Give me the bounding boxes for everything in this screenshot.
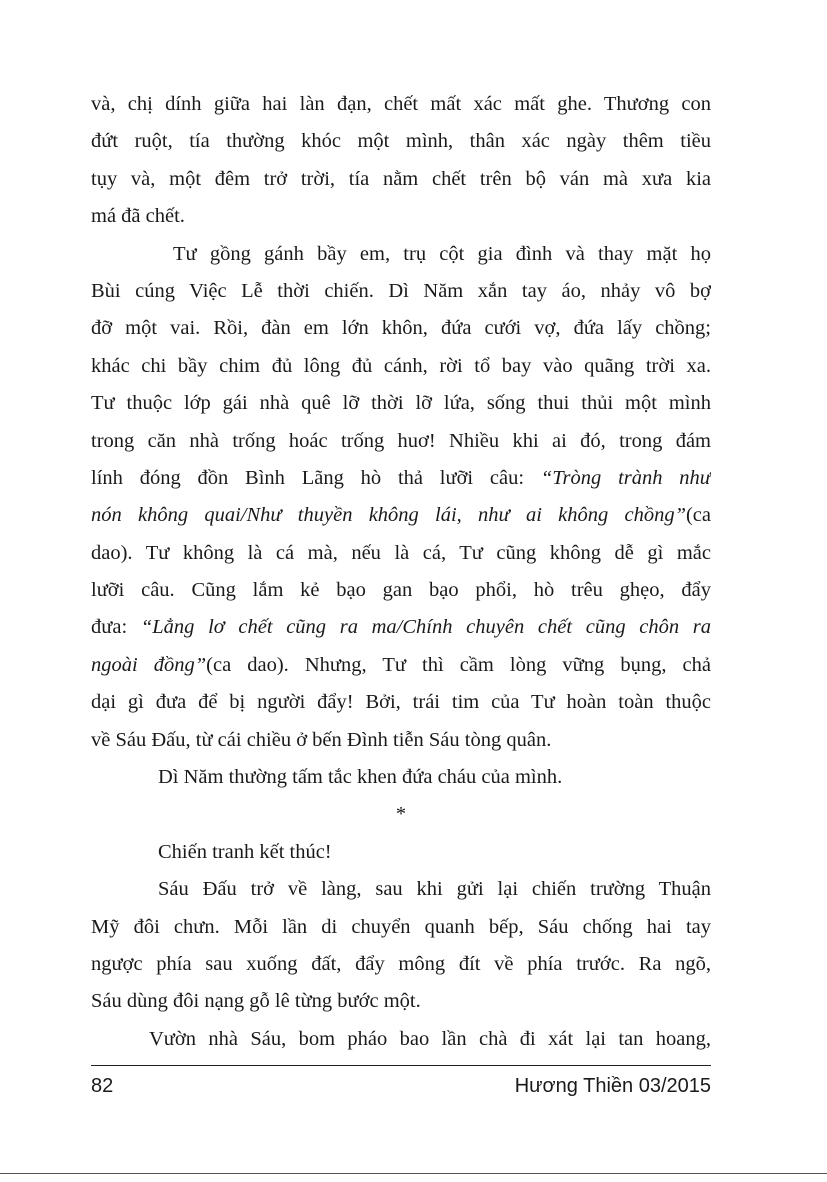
- text-line: Mỹ đôi chưn. Mỗi lần di chuyển quanh bếp, Sáu chống hai tay: [91, 915, 711, 938]
- text-line: má đã chết.: [91, 205, 185, 228]
- text-line: dao). Tư không là cá mà, nếu là cá, Tư cũng không dễ gì mắc: [91, 541, 711, 564]
- text-line: đỡ một vai. Rồi, đàn em lớn khôn, đứa cưới vợ, đứa lấy chồng;: [91, 317, 711, 340]
- section-separator: *: [395, 803, 407, 826]
- publication-issue: Hương Thiền 03/2015: [514, 1075, 711, 1097]
- text-line-with-quote: [91, 497, 711, 534]
- text-line-with-quote: [91, 609, 711, 646]
- text-line: Chiến tranh kết thúc!: [158, 840, 332, 863]
- text-line-with-quote: [91, 647, 711, 684]
- text-line: lưỡi câu. Cũng lắm kẻ bạo gan bạo phổi, hò trêu ghẹo, đẩy: [91, 579, 711, 602]
- text-segment: (ca dao). Nhưng, Tư thì cầm lòng vững bụng, chả: [206, 653, 711, 676]
- page-footer: [91, 1071, 711, 1101]
- body-text: [91, 86, 711, 1058]
- text-line-with-quote: [91, 460, 711, 497]
- folk-verse-quote: “Lẳng lơ chết cũng ra ma/Chính chuyên chết cũng chôn ra: [140, 616, 711, 639]
- folk-verse-quote: ngoài đồng”: [91, 653, 207, 676]
- folk-verse-quote: “Tròng trành như: [540, 466, 711, 489]
- text-line: khác chi bầy chim đủ lông đủ cánh, rời tổ bay vào quãng trời xa.: [91, 354, 711, 377]
- text-line: Tư gồng gánh bầy em, trụ cột gia đình và thay mặt họ: [173, 242, 711, 265]
- text-line: về Sáu Đấu, từ cái chiều ở bến Đình tiễn Sáu tòng quân.: [91, 728, 552, 751]
- text-line: và, chị dính giữa hai làn đạn, chết mất xác mất ghe. Thương con: [91, 93, 711, 115]
- scan-edge-line: [0, 1173, 827, 1174]
- text-line: tụy và, một đêm trở trời, tía nằm chết trên bộ ván mà xưa kia: [91, 167, 711, 190]
- text-line: Vườn nhà Sáu, bom pháo bao lần chà đi xát lại tan hoang,: [149, 1027, 711, 1050]
- text-line: Tư thuộc lớp gái nhà quê lỡ thời lỡ lứa, sống thui thủi một mình: [91, 392, 711, 415]
- text-line: Sáu Đấu trở về làng, sau khi gửi lại chiến trường Thuận: [158, 878, 711, 901]
- text-line: Sáu dùng đôi nạng gỗ lê từng bước một.: [91, 990, 421, 1013]
- text-line: Bùi cúng Việc Lễ thời chiến. Dì Năm xắn tay áo, nhảy vô bợ: [91, 279, 711, 302]
- text-segment: đưa:: [91, 616, 141, 639]
- text-line: Dì Năm thường tấm tắc khen đứa cháu của mình.: [158, 766, 563, 789]
- text-line: ngược phía sau xuống đất, đẩy mông đít về phía trước. Ra ngõ,: [91, 952, 711, 975]
- text-segment: (ca: [685, 504, 711, 527]
- footer-divider: [91, 1065, 711, 1066]
- text-segment: lính đóng đồn Bình Lãng hò thả lưỡi câu:: [91, 466, 541, 489]
- text-line: dại gì đưa để bị người đẩy! Bởi, trái tim của Tư hoàn toàn thuộc: [91, 691, 711, 714]
- text-line: trong căn nhà trống hoác trống huơ! Nhiều khi ai đó, trong đám: [91, 429, 711, 452]
- page-number: 82: [91, 1075, 114, 1097]
- folk-verse-quote: nón không quai/Như thuyền không lái, như ai không chồng”: [91, 504, 686, 527]
- text-line: đứt ruột, tía thường khóc một mình, thân xác ngày thêm tiều: [91, 130, 711, 153]
